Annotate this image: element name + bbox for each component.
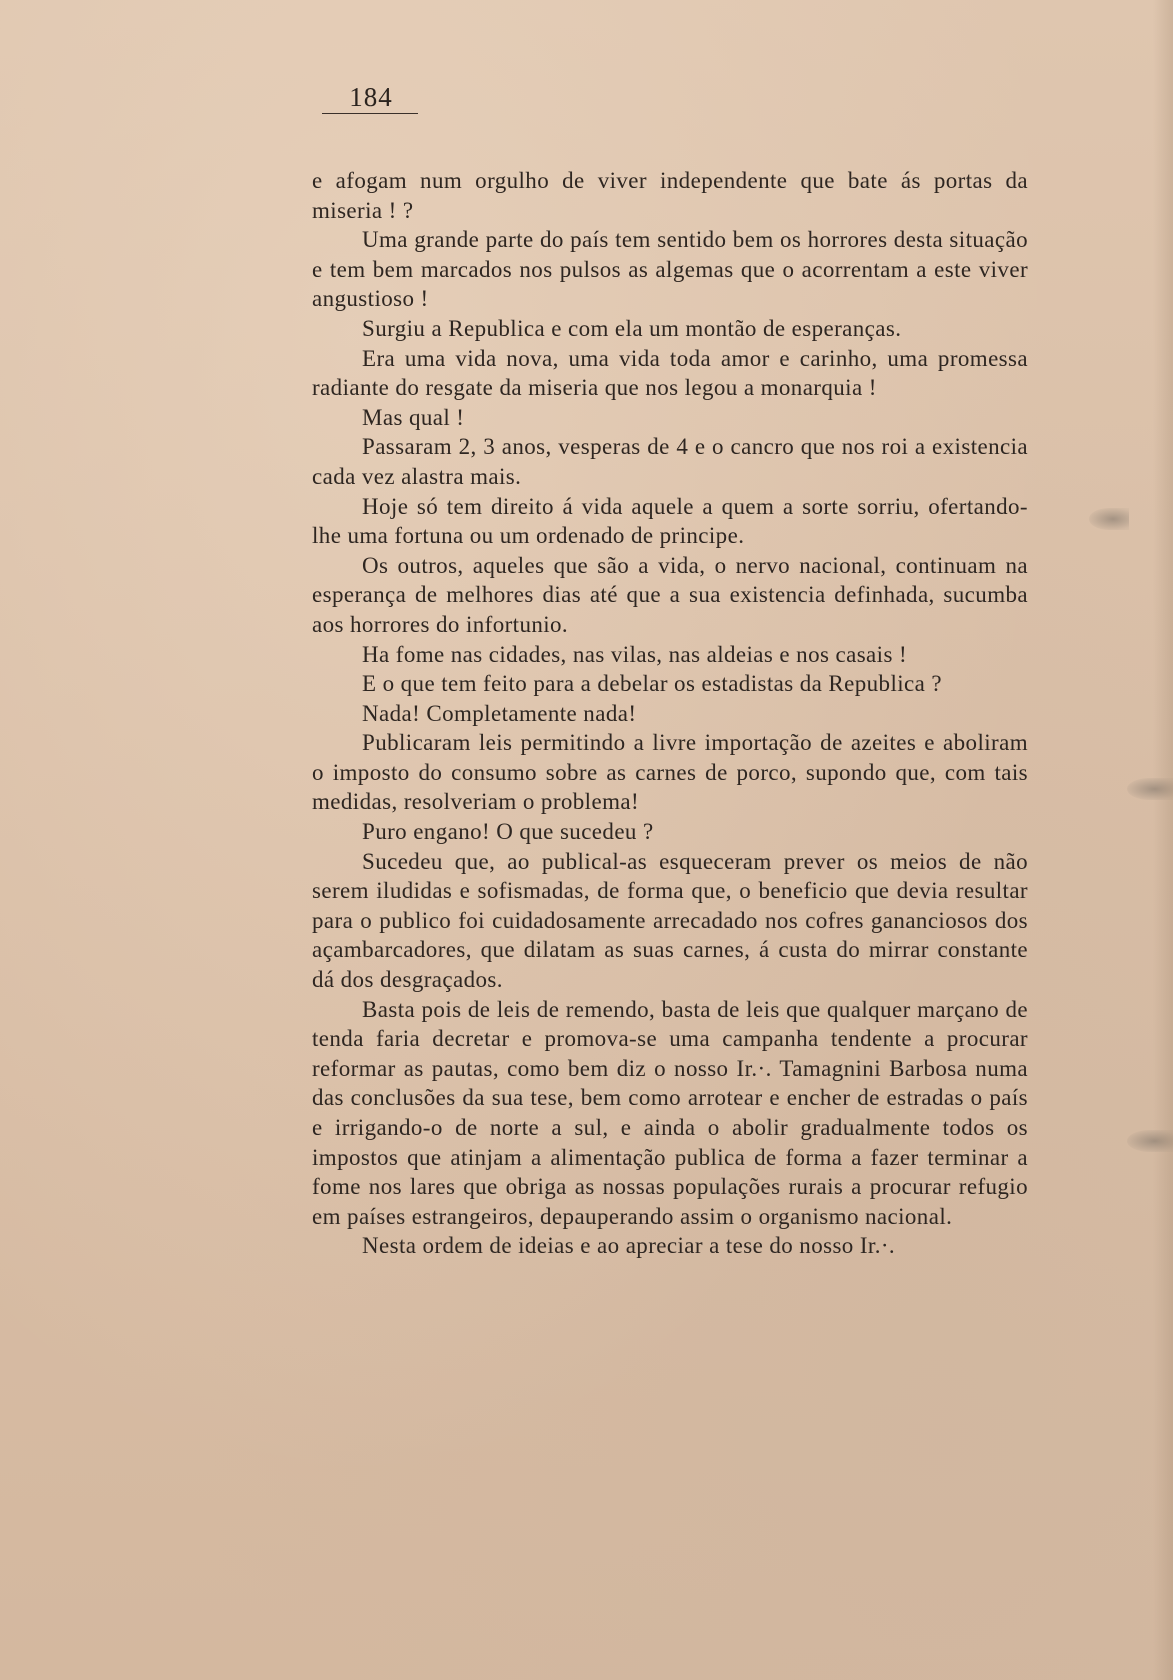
paragraph: Nada! Completamente nada! <box>362 700 637 726</box>
paragraph: Hoje só tem direito á vida aquele a quem a sorte sorriu, ofertando-lhe uma fortuna ou um ordenado de principe. <box>312 493 1028 549</box>
paragraph: Uma grande parte do país tem sentido bem os horrores desta situação e tem bem marcados nos pulsos as algemas que o acorrentam a este viver angustioso ! <box>312 227 1028 312</box>
paragraph: e afogam num orgulho de viver independente que bate ás portas da miseria ! ? <box>312 168 1028 223</box>
paragraph: Surgiu a Republica e com ela um montão de esperanças. <box>362 315 902 341</box>
paragraph: Mas qual ! <box>362 404 465 430</box>
page-edge-shadow <box>1153 0 1173 1680</box>
paragraph: Passaram 2, 3 anos, vesperas de 4 e o cancro que nos roi a existencia cada vez alastra mais. <box>312 434 1028 489</box>
paragraph: Basta pois de leis de remendo, basta de leis que qualquer marçano de tenda faria decretar e promova-se uma campanha tendente a procurar reformar as pautas, como bem diz o nosso Ir.·. Tamagnini Barbosa numa das conclusões da sua tese, bem como arrotear e encher de estradas o país e irrigando-o de norte a sul, e ainda o abolir gradualmente todos os impostos que atinjam a alimentação publica de forma a fazer terminar a fome nos lares que obriga as nossas populações rurais a procurar refugio em países estrangeiros, depauperando assim o organismo nacional. <box>312 996 1028 1229</box>
paragraph: Puro engano! O que sucedeu ? <box>362 819 654 845</box>
paragraph: Sucedeu que, ao publical-as esqueceram prever os meios de não serem iludidas e sofismadas, de forma que, o beneficio que devia resultar para o publico foi cuidadosamente arrecadado nos cofres gananciosos dos açambarcadores, que dilatam as suas carnes, á custa do mirrar constante dá dos desgraçados. <box>312 848 1028 993</box>
body-text <box>312 166 1028 1261</box>
paragraph: Os outros, aqueles que são a vida, o nervo nacional, continuam na esperança de melhores dias até que a sua existencia definhada, sucumba aos horrores do infortunio. <box>312 552 1028 637</box>
paragraph: Nesta ordem de ideias e ao apreciar a tese do nosso Ir.·. <box>362 1233 896 1259</box>
page-number-rule <box>322 113 418 114</box>
paragraph: Publicaram leis permitindo a livre importação de azeites e aboliram o imposto do consumo sobre as carnes de porco, supondo que, com tais medidas, resolveriam o problema! <box>312 730 1028 815</box>
paragraph: Ha fome nas cidades, nas vilas, nas aldeias e nos casais ! <box>362 641 908 667</box>
paragraph: E o que tem feito para a debelar os estadistas da Republica ? <box>362 671 943 697</box>
binding-mark <box>1089 508 1129 530</box>
page-number: 184 <box>349 82 393 112</box>
paragraph: Era uma vida nova, uma vida toda amor e carinho, uma promessa radiante do resgate da miseria que nos legou a monarquia ! <box>312 345 1028 401</box>
